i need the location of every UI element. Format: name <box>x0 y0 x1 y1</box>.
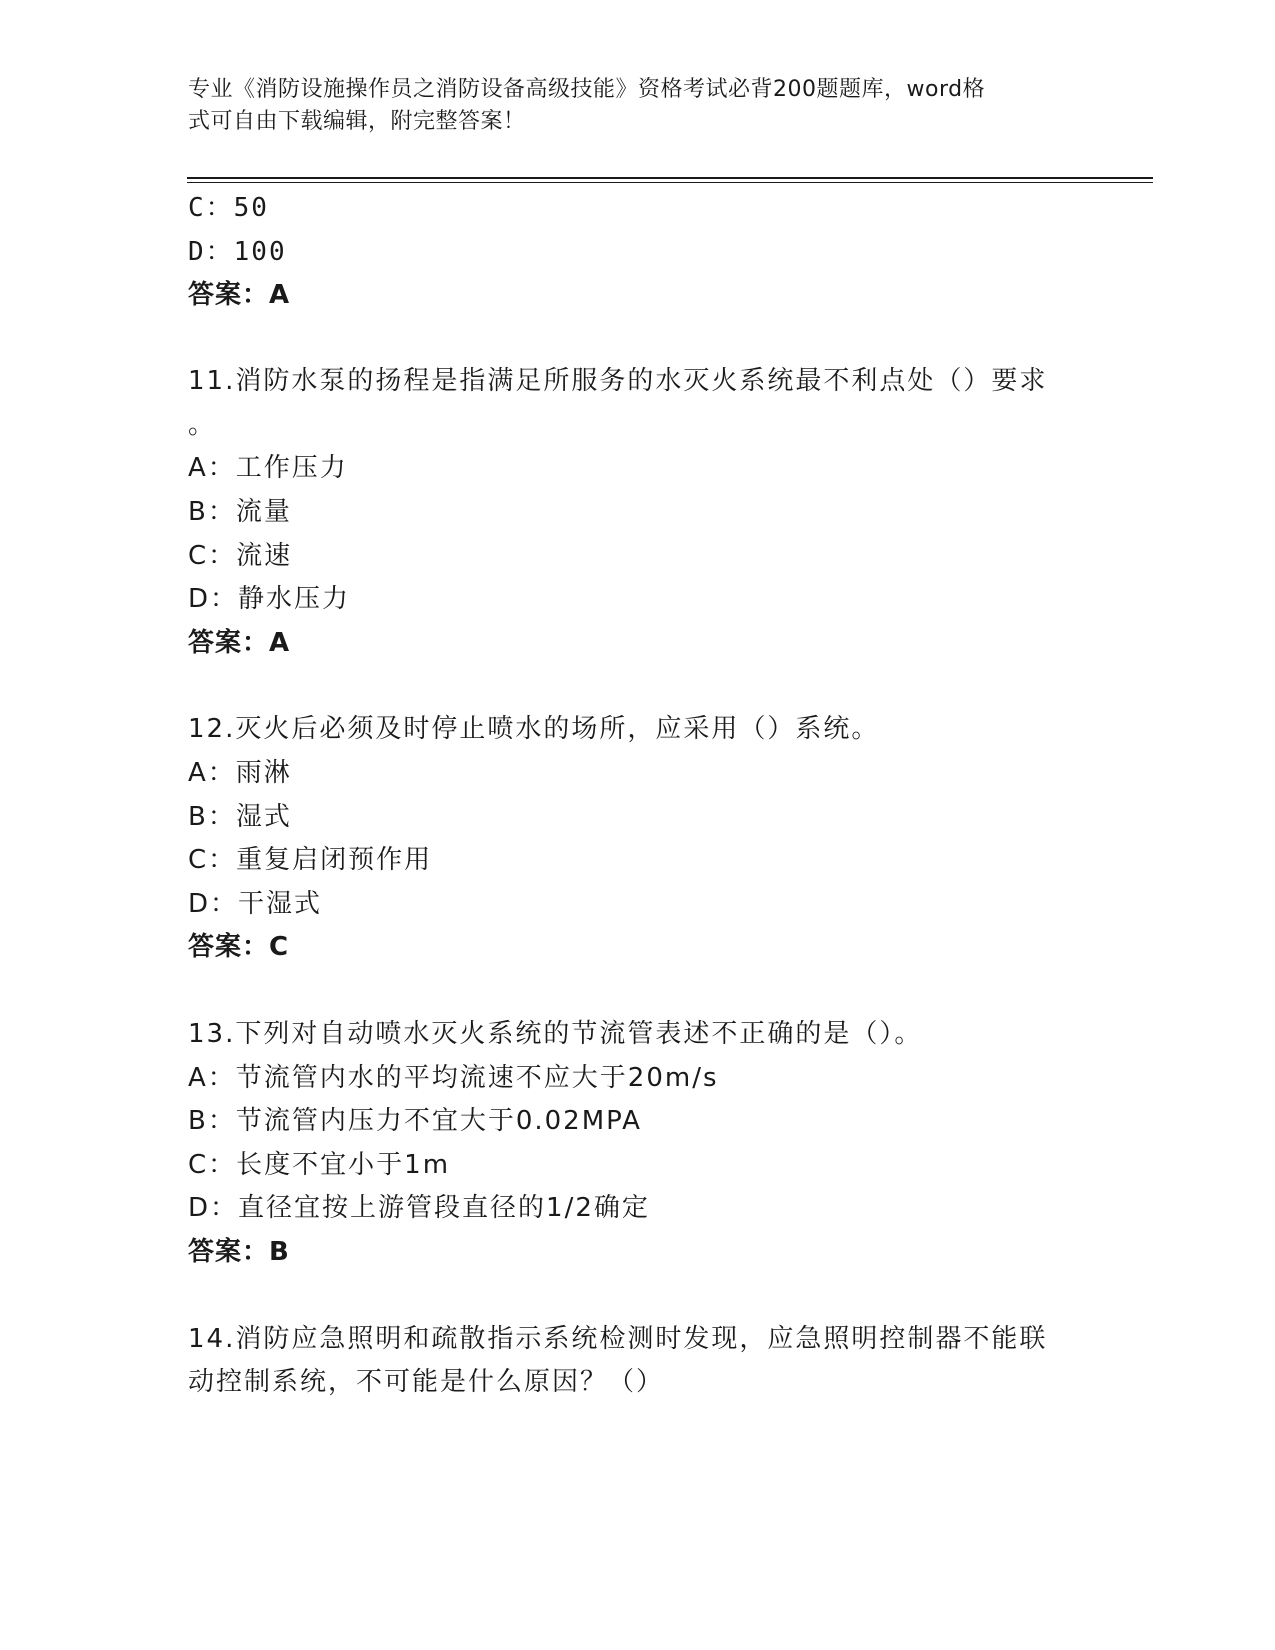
option-c: C：重复启闭预作用 <box>188 845 433 875</box>
option-a: A：工作压力 <box>188 453 348 483</box>
header-divider-thin <box>187 182 1153 183</box>
header-divider-thick <box>187 177 1153 179</box>
question-stem-continued: 动控制系统，不可能是什么原因？（） <box>188 1367 665 1397</box>
question-stem: 13.下列对自动喷水灭火系统的节流管表述不正确的是（）。 <box>188 1019 923 1049</box>
answer-label: 答案：A <box>188 628 291 658</box>
question-stem-continued: 。 <box>188 410 217 440</box>
option-d: D：直径宜按上游管段直径的1/2确定 <box>188 1193 650 1223</box>
title-line-2: 式可自由下载编辑，附完整答案！ <box>188 109 526 134</box>
title-line-1: 专业《消防设施操作员之消防设备高级技能》资格考试必背200题题库，word格 <box>188 77 986 102</box>
question-stem: 14.消防应急照明和疏散指示系统检测时发现，应急照明控制器不能联 <box>188 1324 1048 1354</box>
option-a: A：节流管内水的平均流速不应大于20m/s <box>188 1063 719 1093</box>
option-b: B：节流管内压力不宜大于0.02MPA <box>188 1106 642 1136</box>
option-d: D：干湿式 <box>188 889 323 919</box>
question-stem: 12.灭火后必须及时停止喷水的场所，应采用（）系统。 <box>188 714 880 744</box>
option-c: C：长度不宜小于1m <box>188 1150 451 1180</box>
option-b: B：流量 <box>188 497 292 527</box>
option-a: A：雨淋 <box>188 758 292 788</box>
document-title <box>188 74 1088 138</box>
answer-label: 答案：C <box>188 932 290 962</box>
answer-label: 答案：B <box>188 1237 290 1267</box>
answer-label: 答案：A <box>188 280 291 310</box>
option-b: B：湿式 <box>188 802 292 832</box>
option-c: C：50 <box>188 193 269 223</box>
option-d: D：静水压力 <box>188 584 351 614</box>
question-stem: 11.消防水泵的扬程是指满足所服务的水灭火系统最不利点处（）要求 <box>188 366 1048 396</box>
option-c: C：流速 <box>188 541 293 571</box>
option-d: D：100 <box>188 237 287 267</box>
